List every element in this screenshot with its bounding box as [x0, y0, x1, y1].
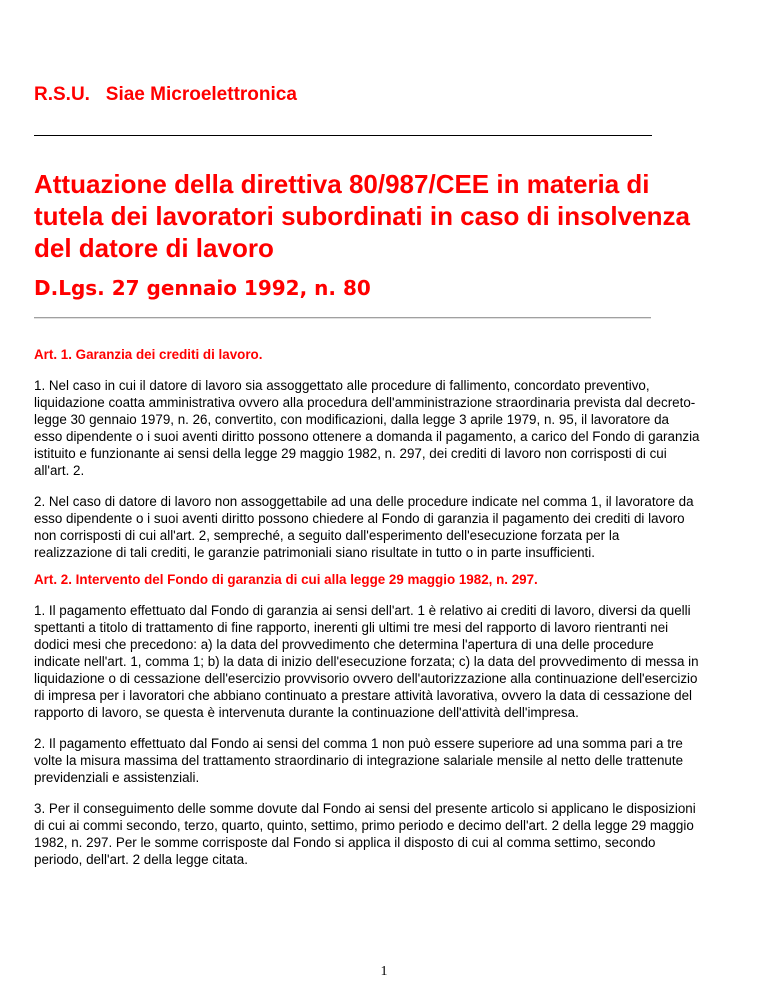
article-paragraph: 1. Il pagamento effettuato dal Fondo di garanzia ai sensi dell'art. 1 è relativo ai crediti di lavoro, diversi da quelli spettanti a titolo di trattamento di fine rapporto, inerenti gli ultimi tre mesi del rapporto di lavoro rientranti nei dodici mesi che precedono: a) la data del provvedimento che determina l'apertura di una delle procedure indicate nell'art. 1, comma 1; b) la data di inizio dell'esecuzione forzata; c) la data del provvedimento di messa in liquidazione o di cessazione dell'esercizio provvisorio ovvero dell'autorizzazione alla continuazione dell'esercizio di impresa per i lavoratori che abbiano continuato a prestare attività lavorativa, ovvero la data di cessazione del rapporto di lavoro, se questa è intervenuta durante la continuazione dell'attività dell'impresa.	[34, 603, 699, 720]
document-body	[34, 346, 700, 882]
article-1	[34, 346, 700, 561]
document-subtitle: D.Lgs. 27 gennaio 1992, n. 80	[34, 276, 371, 300]
article-paragraph: 2. Nel caso di datore di lavoro non assoggettabile ad una delle procedure indicate nel comma 1, il lavoratore da esso dipendente o i suoi aventi diritto possono chiedere al Fondo di garanzia il pagamento dei crediti di lavoro non corrisposti di cui all'art. 2, sempreché, a seguito dall'esperimento dell'esecuzione forzata per la realizzazione di tali crediti, le garanzie patrimoniali siano risultate in tutto o in parte insufficienti.	[34, 494, 694, 560]
article-paragraph: 2. Il pagamento effettuato dal Fondo ai sensi del comma 1 non può essere superiore ad una somma pari a tre volte la misura massima del trattamento straordinario di integrazione salariale mensile al netto delle trattenute previdenziali e assistenziali.	[34, 736, 684, 785]
article-paragraph: 3. Per il conseguimento delle somme dovute dal Fondo ai sensi del presente articolo si applicano le disposizioni di cui ai commi secondo, terzo, quarto, quinto, settimo, primo periodo e decimo dell'art. 2 della legge 29 maggio 1982, n. 297. Per le somme corrisposte dal Fondo si applica il disposto di cui al comma settimo, secondo periodo, dell'art. 2 della legge citata.	[34, 801, 696, 867]
article-paragraph: 1. Nel caso in cui il datore di lavoro sia assoggettato alle procedure di fallimento, concordato preventivo, liquidazione coatta amministrativa ovvero alla procedura dell'amministrazione straordinaria prevista dal decreto-legge 30 gennaio 1979, n. 26, convertito, con modificazioni, dalla legge 3 aprile 1979, n. 95, il lavoratore da esso dipendente o i suoi aventi diritto possono ottenere a domanda il pagamento, a carico del Fondo di garanzia istituito e funzionante ai sensi della legge 29 maggio 1982, n. 297, dei crediti di lavoro non corrisposti di cui all'art. 2.	[34, 378, 700, 478]
page-number: 1	[380, 964, 388, 979]
organization-name: R.S.U. Siae Microelettronica	[34, 84, 297, 105]
article-heading: Art. 1. Garanzia dei crediti di lavoro.	[34, 347, 263, 362]
document-title: Attuazione della direttiva 80/987/CEE in materia di tutela dei lavoratori subordinati in caso di insolvenza del datore di lavoro	[34, 169, 690, 263]
article-2	[34, 571, 700, 868]
title-divider	[34, 317, 651, 319]
article-heading: Art. 2. Intervento del Fondo di garanzia di cui alla legge 29 maggio 1982, n. 297.	[34, 572, 538, 587]
header-divider	[34, 135, 652, 136]
